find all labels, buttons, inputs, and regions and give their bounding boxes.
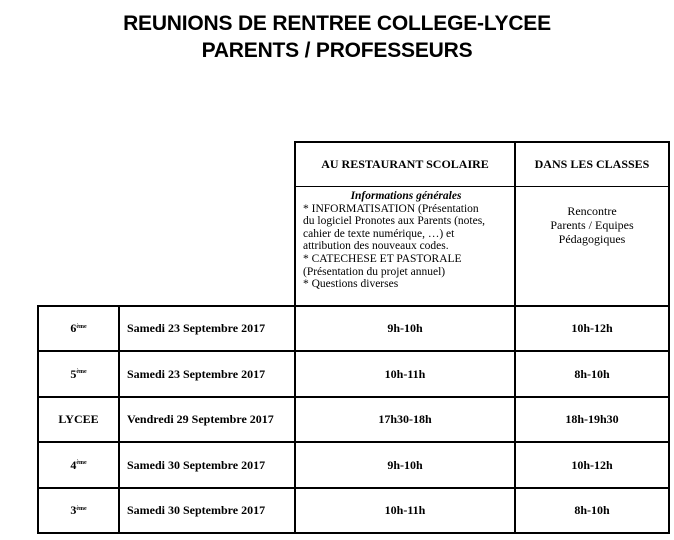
date-cell: Samedi 23 Septembre 2017 <box>127 366 266 381</box>
table-rule <box>37 305 670 307</box>
level-cell <box>38 488 119 533</box>
restaurant-time-cell: 9h-10h <box>387 457 423 472</box>
table-rule <box>514 141 516 534</box>
level-cell <box>38 306 119 351</box>
date-cell: Samedi 30 Septembre 2017 <box>127 457 266 472</box>
classes-time-cell: 18h-19h30 <box>565 412 619 426</box>
table-rule <box>37 532 670 534</box>
rencontre-cell <box>515 187 669 306</box>
level-suffix: ème <box>76 323 87 330</box>
level-value: 6 <box>70 321 77 335</box>
info-line: cahier de texte numérique, …) et <box>303 227 455 240</box>
info-title: Informations générales <box>350 190 462 202</box>
table-rule <box>37 487 670 489</box>
page-subtitle: PARENTS / PROFESSEURS <box>201 39 473 62</box>
table-rule <box>295 141 670 143</box>
table-rule <box>37 305 39 534</box>
restaurant-time-cell: 10h-11h <box>384 366 426 381</box>
rencontre-line: Pédagogiques <box>558 232 626 246</box>
table-rule <box>668 141 670 534</box>
level-value: 4 <box>70 457 77 472</box>
table-rule <box>37 441 670 443</box>
header-classes: DANS LES CLASSES <box>534 157 650 171</box>
rencontre-line: Rencontre <box>567 204 617 218</box>
date-cell: Vendredi 29 Septembre 2017 <box>127 412 274 426</box>
info-line: * Questions diverses <box>303 278 399 291</box>
restaurant-time-cell: 9h-10h <box>387 321 423 335</box>
info-line: attribution des nouveaux codes. <box>303 240 449 253</box>
classes-time-cell: 10h-12h <box>571 321 613 335</box>
info-line: (Présentation du projet annuel) <box>303 265 446 278</box>
page-title: REUNIONS DE RENTREE COLLEGE-LYCEE <box>123 12 551 35</box>
level-suffix: ème <box>76 505 87 512</box>
info-line: * CATECHESE ET PASTORALE <box>303 252 462 265</box>
restaurant-time-cell: 10h-11h <box>384 503 426 517</box>
level-suffix: ème <box>76 369 87 375</box>
level-cell <box>38 397 119 442</box>
info-cell <box>295 187 515 306</box>
level-value: 5 <box>70 366 77 381</box>
classes-time-cell: 8h-10h <box>574 366 610 381</box>
info-line: * INFORMATISATION (Présentation <box>303 202 479 215</box>
restaurant-time-cell: 17h30-18h <box>378 412 432 426</box>
table-rule <box>294 141 296 534</box>
classes-time-cell: 8h-10h <box>574 503 610 517</box>
level-value: 3 <box>70 503 77 517</box>
level-suffix: ème <box>76 460 87 466</box>
header-restaurant: AU RESTAURANT SCOLAIRE <box>321 157 489 171</box>
level-cell <box>38 442 119 488</box>
info-line: du logiciel Pronotes aux Parents (notes, <box>303 215 486 228</box>
table-rule <box>295 186 670 187</box>
table-rule <box>37 350 670 352</box>
table-rule <box>37 396 670 398</box>
classes-time-cell: 10h-12h <box>571 457 613 472</box>
table-rule <box>118 305 120 534</box>
level-value: LYCEE <box>58 412 99 426</box>
rencontre-line: Parents / Equipes <box>550 218 634 232</box>
date-cell: Samedi 30 Septembre 2017 <box>127 503 266 517</box>
level-cell <box>38 351 119 397</box>
date-cell: Samedi 23 Septembre 2017 <box>127 321 266 335</box>
